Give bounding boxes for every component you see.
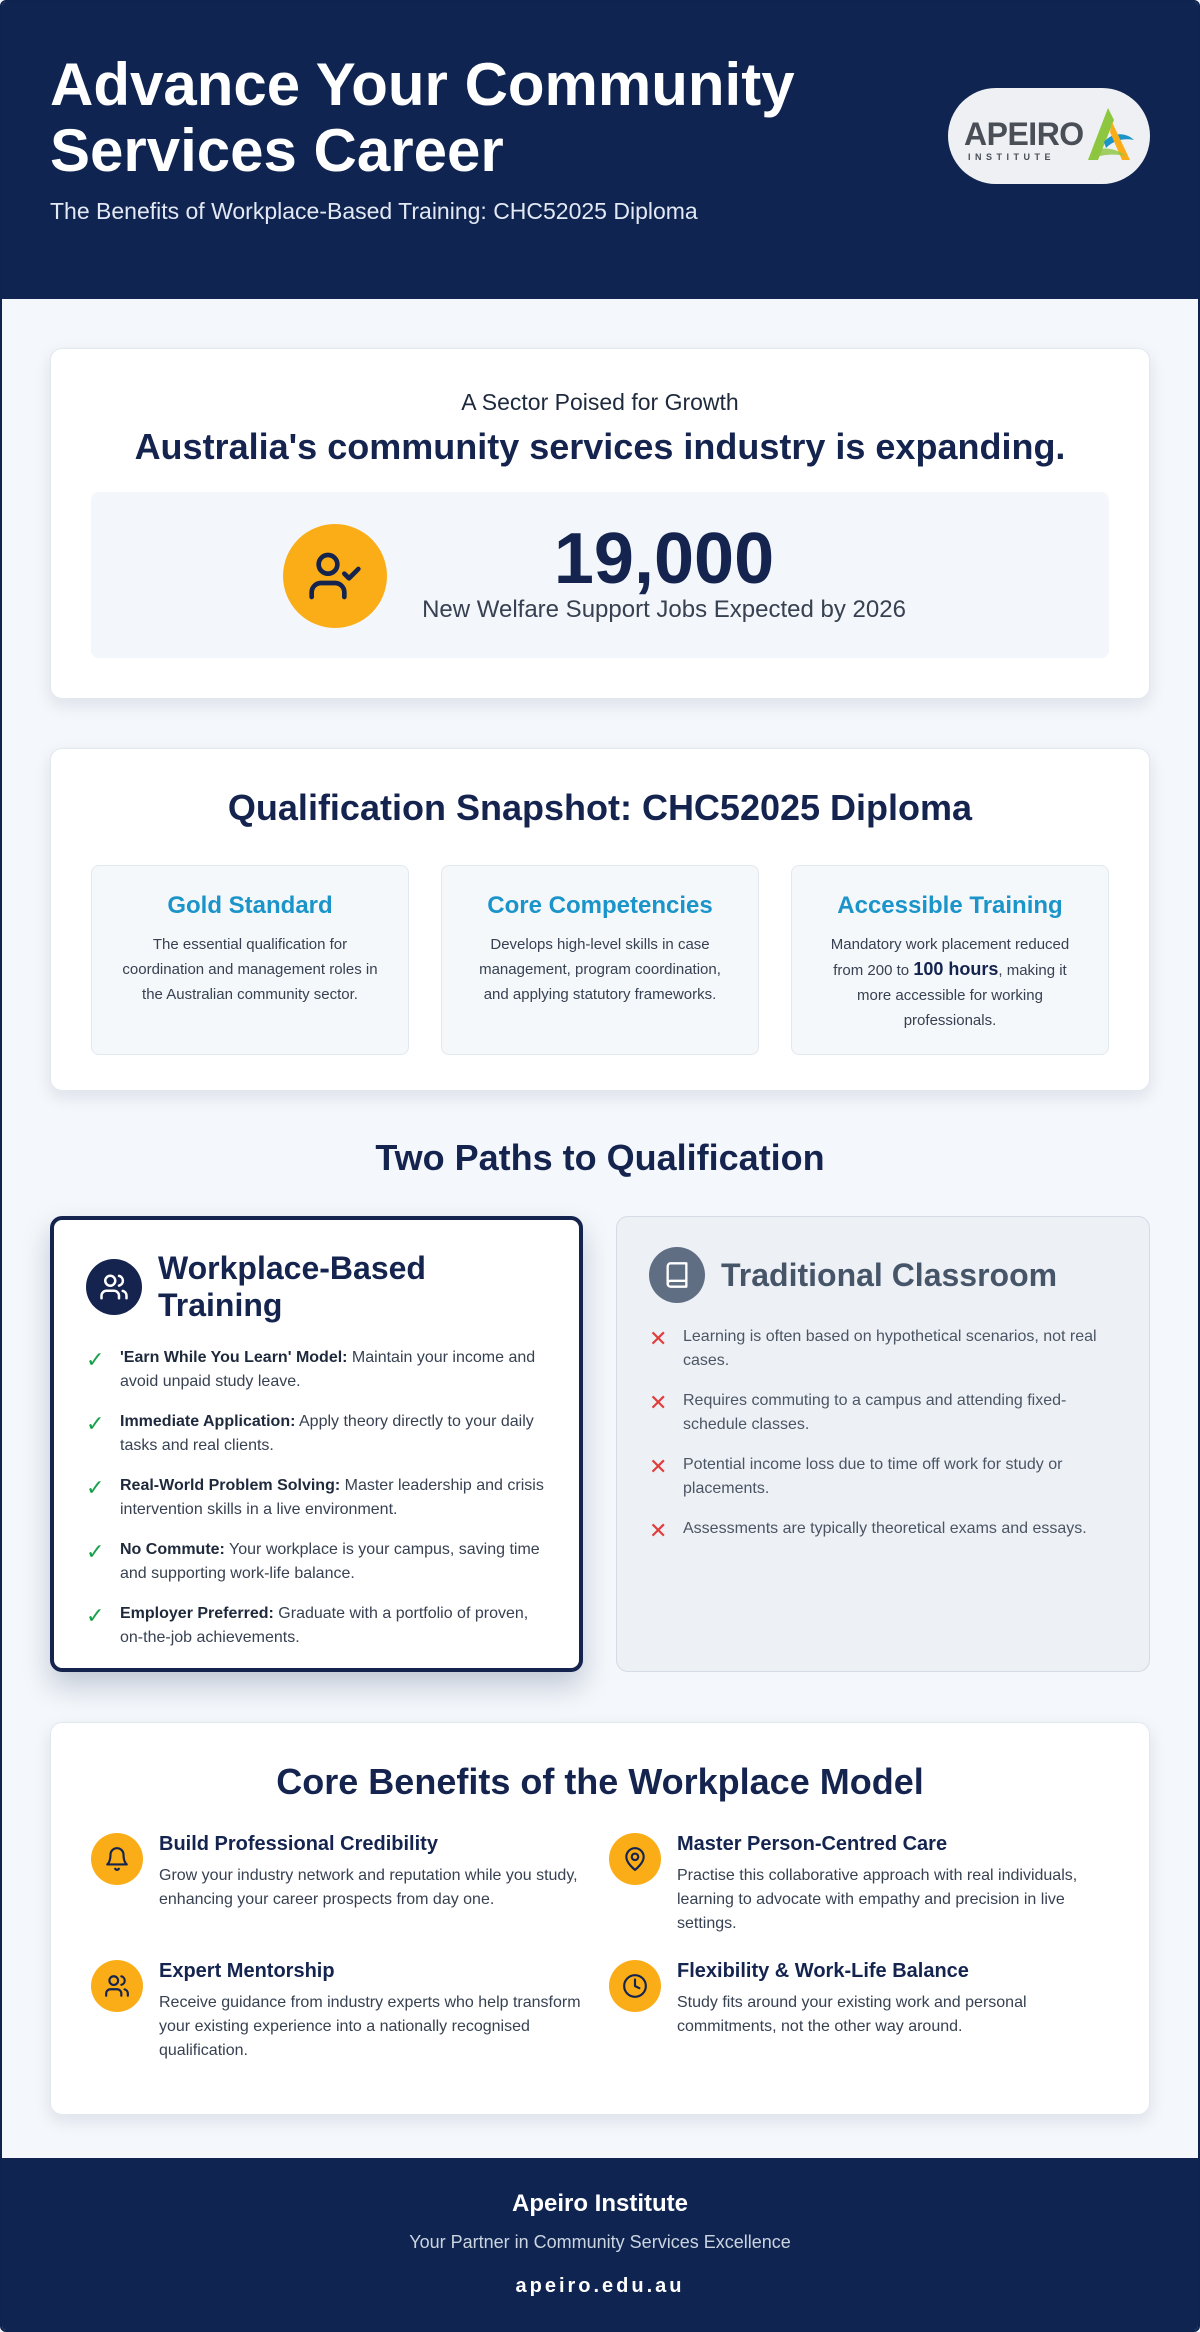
growth-kicker: A Sector Poised for Growth xyxy=(461,389,739,415)
footer-tagline: Your Partner in Community Services Excellence xyxy=(409,2232,791,2252)
list-item-text: Maintain your income and avoid unpaid study leave. xyxy=(120,1349,536,1390)
workplace-path-card xyxy=(50,1216,583,1672)
list-item-label: Immediate Application: xyxy=(120,1413,296,1430)
apeiro-logo[interactable] xyxy=(948,88,1150,184)
check-icon: ✓ xyxy=(86,1347,105,1372)
benefit-text: Grow your industry network and reputation while you study, enhancing your career prospects from day one. xyxy=(159,1867,578,1908)
list-item-label: No Commute: xyxy=(120,1541,225,1558)
snapshot-item-title: Accessible Training xyxy=(837,892,1063,919)
book-icon xyxy=(649,1247,705,1303)
list-item xyxy=(86,1410,547,1458)
bell-icon xyxy=(91,1833,143,1885)
paths-title: Two Paths to Qualification xyxy=(375,1137,825,1178)
list-item xyxy=(649,1325,1117,1373)
workplace-path-title: Workplace-Based Training xyxy=(158,1250,426,1323)
list-item-text: Requires commuting to a campus and attending fixed-schedule classes. xyxy=(683,1392,1067,1433)
list-item xyxy=(649,1517,1117,1543)
benefit-text: Receive guidance from industry experts who help transform your existing experience into a nationally recognised qualification. xyxy=(159,1994,581,2059)
list-item-text: Your workplace is your campus, saving time and supporting work-life balance. xyxy=(120,1541,540,1582)
hero-header xyxy=(2,2,1198,299)
list-item-label: Employer Preferred: xyxy=(120,1605,274,1622)
list-item-text: Learning is often based on hypothetical scenarios, not real cases. xyxy=(683,1328,1097,1369)
list-item xyxy=(86,1474,547,1522)
list-item-text: Potential income loss due to time off work for study or placements. xyxy=(683,1456,1063,1497)
snapshot-grid xyxy=(91,865,1109,1055)
users-icon xyxy=(86,1259,142,1315)
list-item xyxy=(649,1453,1117,1501)
snapshot-card xyxy=(50,748,1150,1091)
footer-website-link[interactable]: apeiro.edu.au xyxy=(515,2275,685,2297)
cross-icon: ✕ xyxy=(649,1390,668,1415)
snapshot-item-gold-standard xyxy=(91,865,409,1055)
snapshot-item-text xyxy=(816,932,1084,1033)
benefits-card xyxy=(50,1722,1150,2115)
snapshot-text-part: Mandatory work placement reduced from 200 to xyxy=(830,936,1070,979)
growth-headline: Australia's community services industry is expanding. xyxy=(134,426,1066,467)
list-item-text: Apply theory directly to your daily tasks and real clients. xyxy=(120,1413,534,1454)
list-item-text: Graduate with a portfolio of proven, on-the-job achievements. xyxy=(120,1605,529,1646)
benefit-item xyxy=(609,1833,1109,1936)
benefit-title: Flexibility & Work-Life Balance xyxy=(677,1960,969,1982)
check-icon: ✓ xyxy=(86,1411,105,1436)
clock-icon xyxy=(609,1960,661,2012)
list-item xyxy=(86,1538,547,1586)
logo-subtext: INSTITUTE xyxy=(968,152,1055,162)
benefits-grid xyxy=(91,1833,1109,2087)
check-icon: ✓ xyxy=(86,1475,105,1500)
list-item xyxy=(86,1346,547,1394)
user-check-icon xyxy=(283,524,387,628)
stat-label: New Welfare Support Jobs Expected by 2026 xyxy=(422,596,906,623)
benefit-title: Build Professional Credibility xyxy=(159,1833,438,1855)
cross-icon: ✕ xyxy=(649,1454,668,1479)
page-footer xyxy=(2,2158,1198,2330)
check-icon: ✓ xyxy=(86,1539,105,1564)
cross-icon: ✕ xyxy=(649,1326,668,1351)
growth-card xyxy=(50,348,1150,699)
users-icon xyxy=(91,1960,143,2012)
list-item xyxy=(86,1602,547,1650)
list-item-text: Assessments are typically theoretical exams and essays. xyxy=(683,1520,1087,1537)
benefit-item xyxy=(609,1960,1109,2063)
benefit-item xyxy=(91,1833,591,1936)
snapshot-text-part: , making it more accessible for working professionals. xyxy=(857,962,1067,1029)
classroom-path-header xyxy=(649,1247,1117,1303)
benefit-text: Practise this collaborative approach with real individuals, learning to advocate with empathy and precision in live settings. xyxy=(677,1867,1078,1932)
stat-number: 19,000 xyxy=(553,519,775,599)
paths-comparison xyxy=(50,1216,1150,1672)
classroom-path-title: Traditional Classroom xyxy=(721,1256,1058,1293)
classroom-path-card xyxy=(616,1216,1150,1672)
snapshot-item-title: Core Competencies xyxy=(487,892,713,919)
main-content xyxy=(2,348,1198,2115)
map-pin-icon xyxy=(609,1833,661,1885)
benefit-title: Expert Mentorship xyxy=(159,1960,335,1982)
check-icon: ✓ xyxy=(86,1603,105,1628)
benefit-item xyxy=(91,1960,591,2063)
benefit-text: Study fits around your existing work and personal commitments, not the other way around. xyxy=(677,1994,1027,2035)
snapshot-item-title: Gold Standard xyxy=(167,892,333,919)
snapshot-title: Qualification Snapshot: CHC52025 Diploma xyxy=(227,787,973,828)
snapshot-item-accessible-training xyxy=(791,865,1109,1055)
workplace-path-header xyxy=(86,1250,547,1324)
snapshot-item-core-competencies xyxy=(441,865,759,1055)
page-subtitle: The Benefits of Workplace-Based Training: CHC52025 Diploma xyxy=(50,198,698,224)
benefits-title: Core Benefits of the Workplace Model xyxy=(276,1761,924,1802)
workplace-benefit-list xyxy=(86,1346,547,1650)
snapshot-text-highlight: 100 hours xyxy=(913,959,999,979)
benefit-title: Master Person-Centred Care xyxy=(677,1833,948,1855)
logo-swoosh-icon xyxy=(1082,102,1136,168)
page-title: Advance Your Community Services Career xyxy=(50,51,795,184)
snapshot-item-text: Develops high-level skills in case management, program coordination, and applying statutory frameworks. xyxy=(479,936,721,1003)
classroom-drawback-list xyxy=(649,1325,1117,1543)
snapshot-item-text: The essential qualification for coordination and management roles in the Australian community sector. xyxy=(122,936,378,1003)
list-item xyxy=(649,1389,1117,1437)
list-item-text: Master leadership and crisis intervention skills in a live environment. xyxy=(120,1477,544,1518)
cross-icon: ✕ xyxy=(649,1518,668,1543)
footer-org-name: Apeiro Institute xyxy=(511,2190,688,2217)
logo-wordmark: APEIRO xyxy=(964,116,1084,152)
list-item-label: 'Earn While You Learn' Model: xyxy=(120,1349,348,1366)
stat-box xyxy=(91,492,1109,658)
list-item-label: Real-World Problem Solving: xyxy=(120,1477,341,1494)
